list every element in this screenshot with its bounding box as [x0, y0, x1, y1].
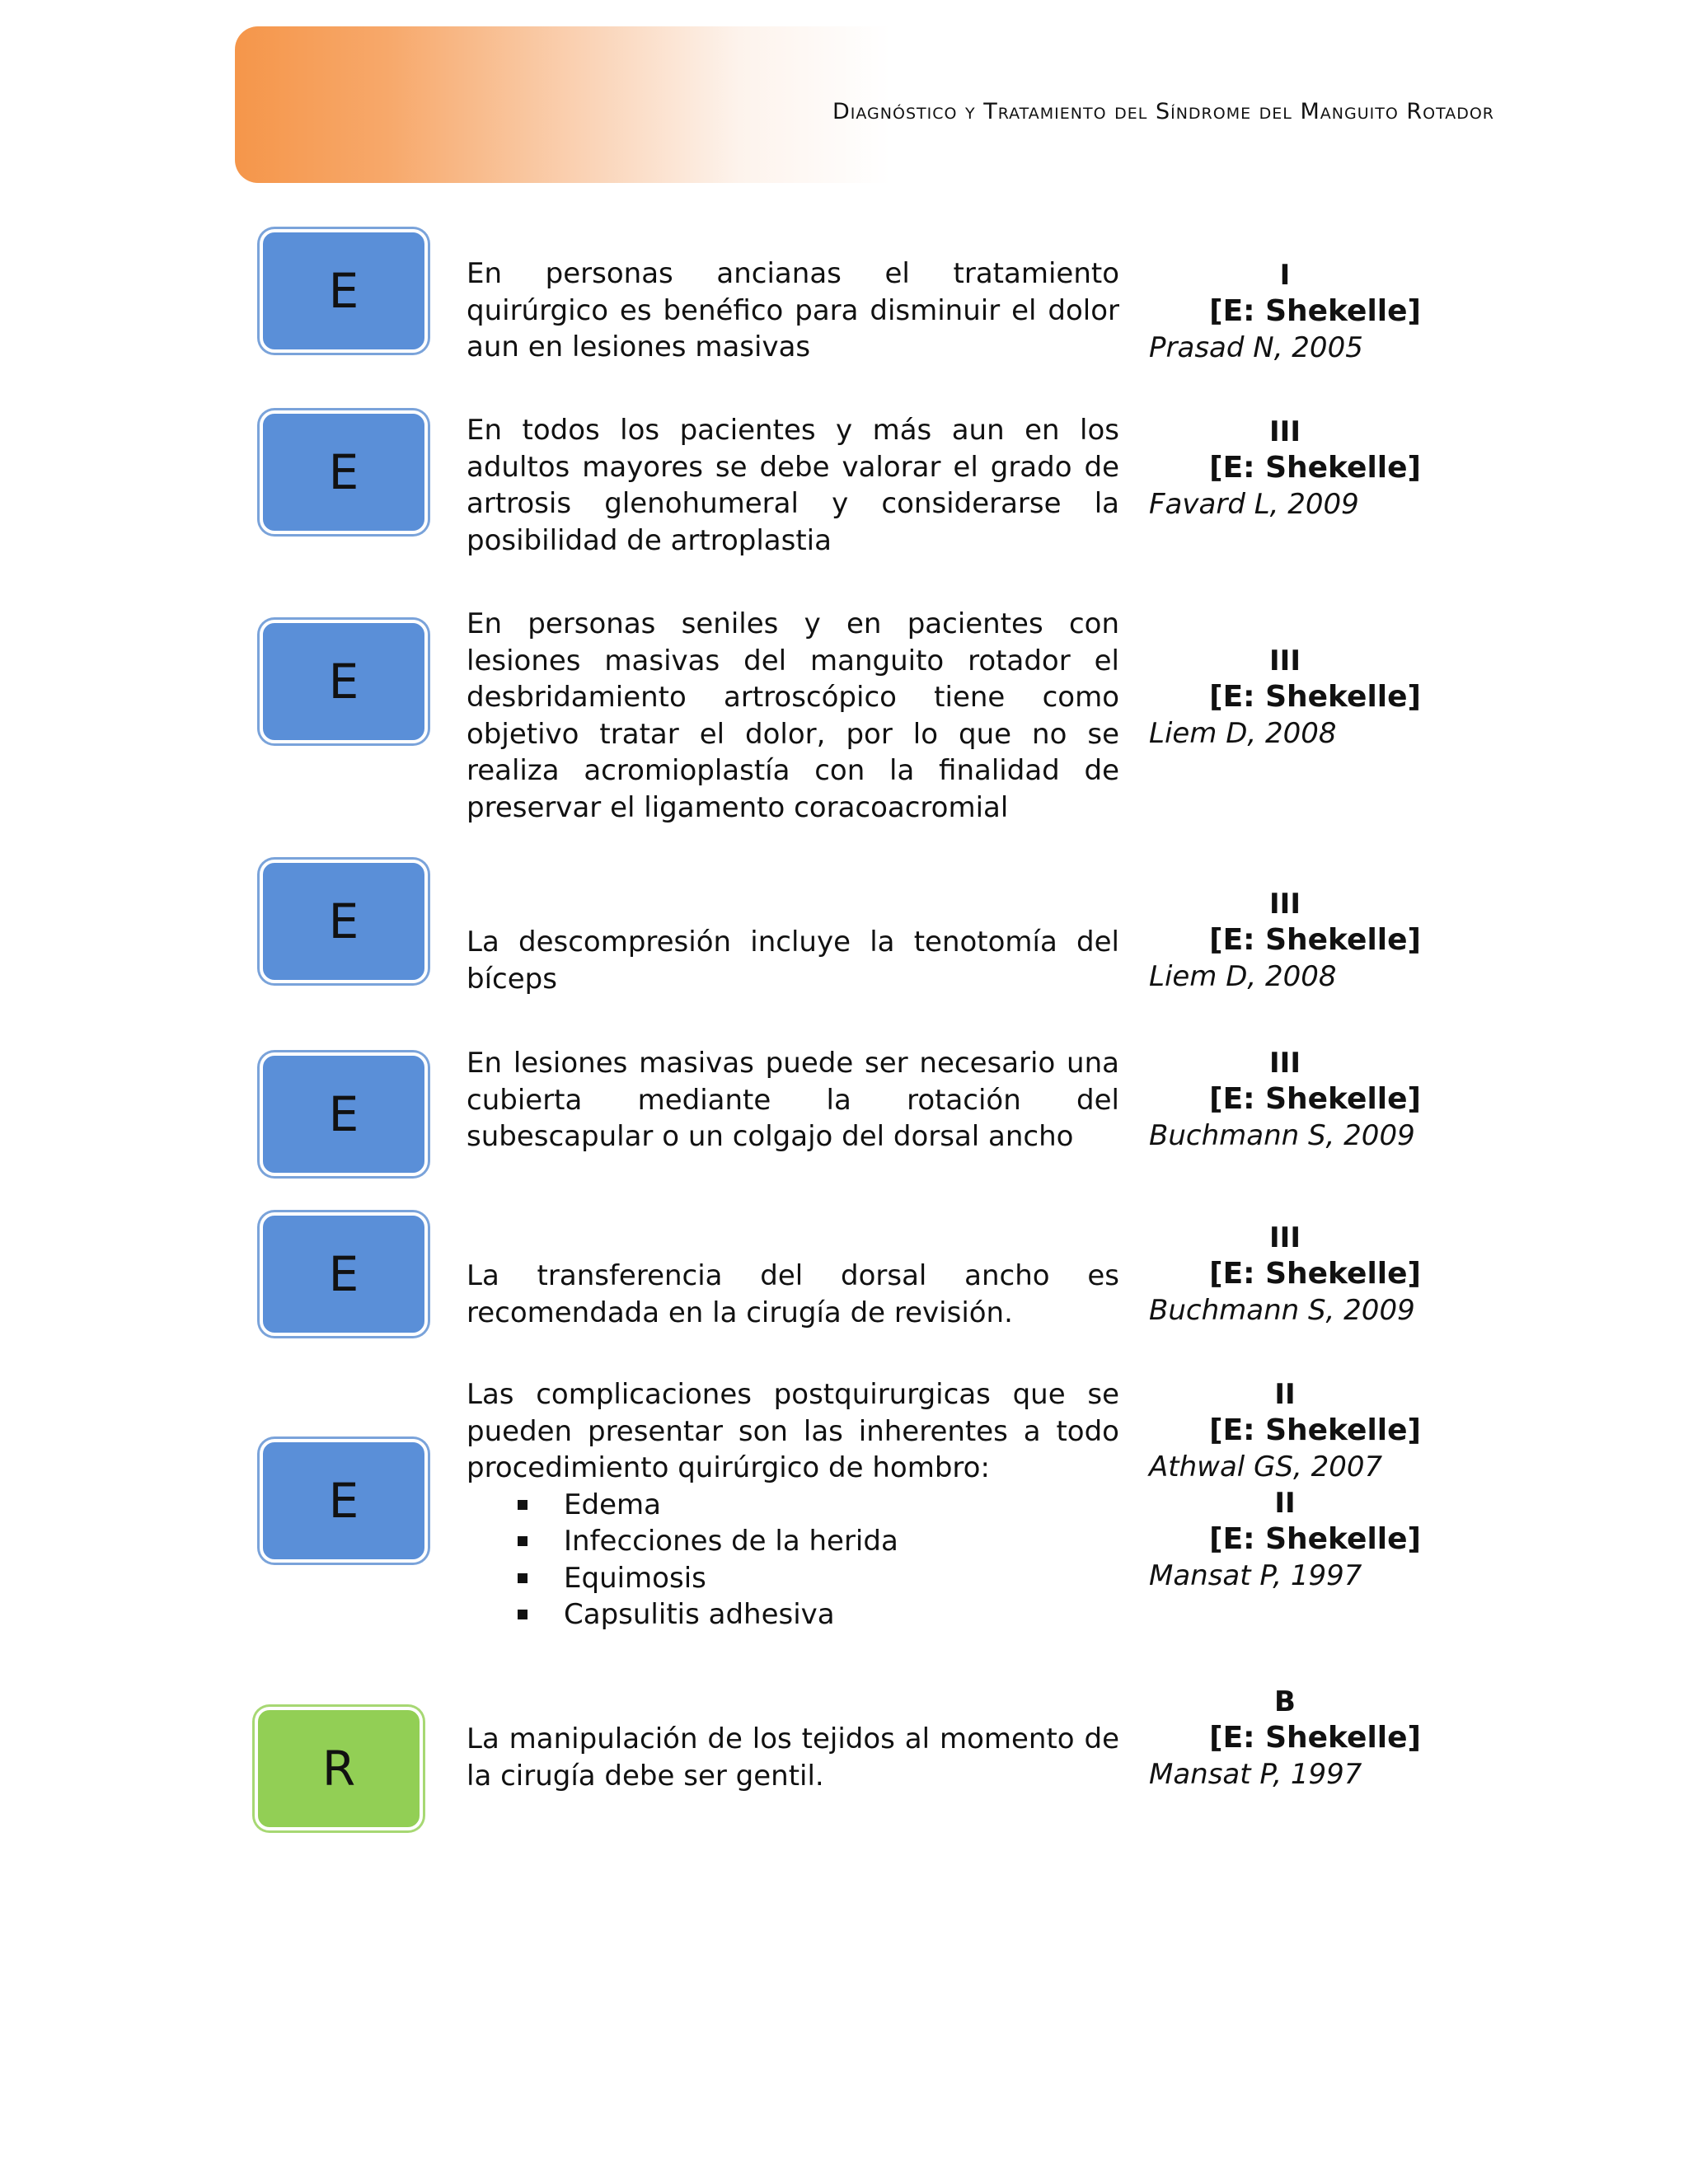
row-text: [467, 1376, 1119, 1633]
row-text: En personas seniles y en pacientes con lesiones masivas del manguito rotador el desbridamiento artroscópico tiene como objetivo tratar el dolor, por lo que no se realiza acromioplastía con la finalidad de preservar el ligamento coracoacromial: [467, 607, 1119, 824]
citation: [1149, 643, 1421, 752]
recommendation-badge: R: [255, 1707, 423, 1830]
row-text: La transferencia del dorsal ancho es recomendada en la cirugía de revisión.: [467, 1259, 1119, 1329]
evidence-scale: [E: Shekelle]: [1209, 680, 1421, 714]
evidence-level: B: [1274, 1685, 1296, 1718]
evidence-level: I: [1279, 259, 1291, 292]
evidence-scale: [E: Shekelle]: [1209, 1082, 1421, 1116]
list-item: Capsulitis adhesiva: [518, 1596, 1119, 1633]
citation: [1149, 1220, 1421, 1329]
evidence-badge: E: [260, 410, 428, 534]
evidence-level: III: [1269, 888, 1301, 921]
complication-list: [467, 1487, 1119, 1633]
row-text-intro: Las complicaciones postquirurgicas que se pueden presentar son las inherentes a todo procedimiento quirúrgico de hombro:: [467, 1378, 1119, 1484]
citation: [1149, 886, 1421, 995]
row-text: En personas ancianas el tratamiento quirúrgico es benéfico para disminuir el dolor aun en lesiones masivas: [467, 257, 1119, 363]
citation: [1149, 257, 1421, 366]
evidence-badge: E: [260, 620, 428, 743]
evidence-badge: E: [260, 1052, 428, 1176]
page-header-title: Diagnóstico y Tratamiento del Síndrome del Manguito Rotador: [832, 99, 1494, 124]
list-item: Edema: [518, 1487, 1119, 1524]
citation-author: Prasad N, 2005: [1149, 331, 1363, 364]
citation-author: Buchmann S, 2009: [1149, 1119, 1415, 1152]
evidence-scale: [E: Shekelle]: [1209, 294, 1421, 328]
citation-author: Liem D, 2008: [1149, 717, 1337, 750]
evidence-level: III: [1269, 1047, 1301, 1080]
evidence-level: II: [1274, 1487, 1296, 1520]
evidence-scale: [E: Shekelle]: [1209, 451, 1421, 485]
citation-author: Liem D, 2008: [1149, 960, 1337, 993]
evidence-badge: E: [260, 229, 428, 353]
evidence-badge: E: [260, 1439, 428, 1563]
citation-author: Mansat P, 1997: [1149, 1758, 1362, 1791]
citation: [1149, 1684, 1421, 1793]
list-item: Infecciones de la herida: [518, 1523, 1119, 1560]
evidence-level: II: [1274, 1378, 1296, 1411]
evidence-scale: [E: Shekelle]: [1209, 1413, 1421, 1447]
evidence-badge: E: [260, 1212, 428, 1336]
citation-author: Athwal GS, 2007: [1149, 1451, 1383, 1483]
row-text: La descompresión incluye la tenotomía del bíceps: [467, 926, 1119, 996]
row-text: En todos los pacientes y más aun en los adultos mayores se debe valorar el grado de artrosis glenohumeral y considerarse la posibilidad de artroplastia: [467, 414, 1119, 557]
citation: [1149, 1376, 1421, 1594]
evidence-level: III: [1269, 415, 1301, 448]
evidence-level: III: [1269, 644, 1301, 677]
citation-author: Buchmann S, 2009: [1149, 1294, 1415, 1327]
evidence-scale: [E: Shekelle]: [1209, 923, 1421, 957]
evidence-scale: [E: Shekelle]: [1209, 1522, 1421, 1556]
citation: [1149, 1045, 1421, 1154]
row-text: La manipulación de los tejidos al momento de la cirugía debe ser gentil.: [467, 1722, 1119, 1793]
citation-author: Mansat P, 1997: [1149, 1559, 1362, 1592]
row-text: En lesiones masivas puede ser necesario una cubierta mediante la rotación del subescapular o un colgajo del dorsal ancho: [467, 1047, 1119, 1153]
evidence-level: III: [1269, 1221, 1301, 1254]
citation-author: Favard L, 2009: [1149, 488, 1359, 521]
list-item: Equimosis: [518, 1560, 1119, 1597]
evidence-scale: [E: Shekelle]: [1209, 1257, 1421, 1291]
evidence-scale: [E: Shekelle]: [1209, 1721, 1421, 1755]
evidence-badge: E: [260, 860, 428, 983]
citation: [1149, 414, 1421, 523]
